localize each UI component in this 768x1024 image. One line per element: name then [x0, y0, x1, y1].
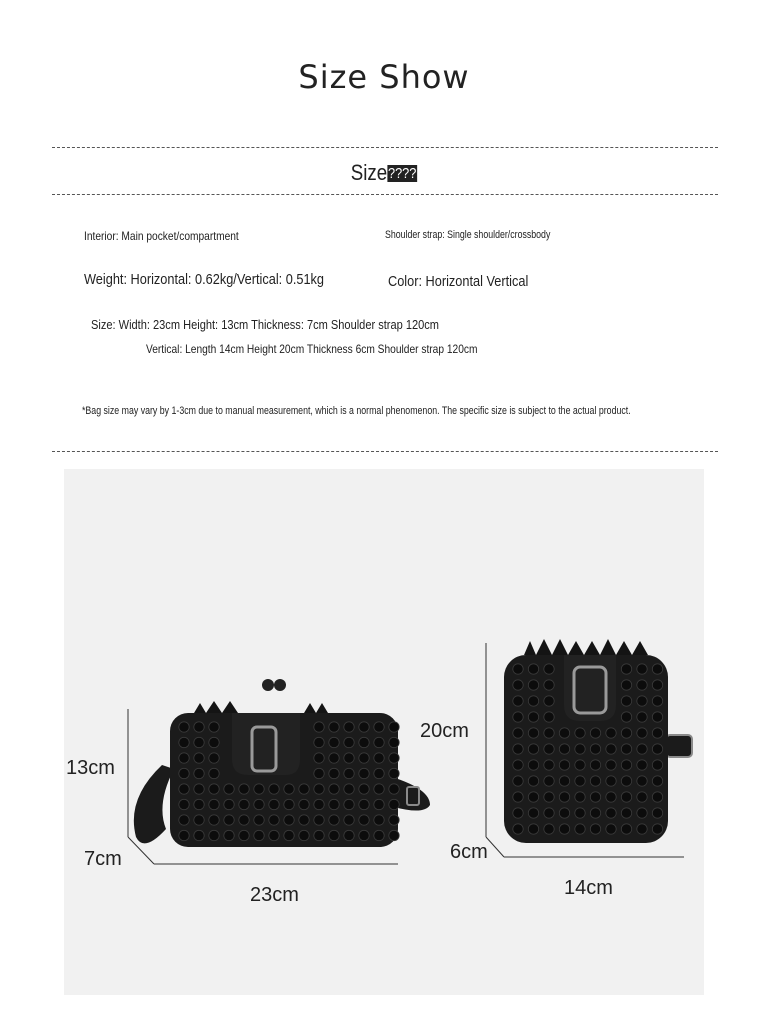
stud [314, 830, 324, 840]
stud [559, 744, 569, 754]
stud [179, 753, 189, 763]
stud [179, 799, 189, 809]
stud [652, 680, 662, 690]
horizontal-thickness-label: 7cm [84, 848, 122, 870]
stud [359, 830, 369, 840]
stud [344, 830, 354, 840]
stud [637, 792, 647, 802]
stud [194, 830, 204, 840]
measurement-note: *Bag size may vary by 1-3cm due to manual measurement, which is a normal phenomenon. The specific size is subject to the actual product. [82, 405, 631, 417]
stud [194, 722, 204, 732]
stud [389, 815, 399, 825]
vertical-height-label: 20cm [420, 720, 469, 742]
stud [621, 696, 631, 706]
divider-top [52, 147, 718, 148]
stud [621, 744, 631, 754]
stud [544, 792, 554, 802]
stud [590, 728, 600, 738]
stud [637, 728, 647, 738]
stud [254, 815, 264, 825]
stud [389, 753, 399, 763]
stud [374, 753, 384, 763]
divider-middle [52, 194, 718, 195]
stud [314, 784, 324, 794]
stud [389, 799, 399, 809]
stud [513, 792, 523, 802]
stud [209, 768, 219, 778]
stud [359, 815, 369, 825]
stud [239, 830, 249, 840]
stud [224, 799, 234, 809]
stud [179, 830, 189, 840]
stud [652, 792, 662, 802]
stud [652, 808, 662, 818]
stud [209, 722, 219, 732]
stud [389, 768, 399, 778]
stud [606, 776, 616, 786]
stud [544, 760, 554, 770]
stud [269, 799, 279, 809]
stud [637, 680, 647, 690]
stud [344, 768, 354, 778]
stud [621, 792, 631, 802]
stud [284, 830, 294, 840]
stud [621, 680, 631, 690]
stud [329, 784, 339, 794]
stud [575, 776, 585, 786]
stud [528, 728, 538, 738]
stud [621, 776, 631, 786]
size-heading-glyphs: ???? [387, 165, 417, 182]
size-heading [58, 160, 711, 186]
stud [359, 784, 369, 794]
stud [359, 737, 369, 747]
horizontal-width-label: 23cm [250, 884, 299, 906]
stud [209, 737, 219, 747]
stud [269, 784, 279, 794]
vertical-width-label: 14cm [564, 877, 613, 899]
stud [329, 799, 339, 809]
stud [652, 664, 662, 674]
stud [209, 753, 219, 763]
stud [528, 760, 538, 770]
stud [209, 799, 219, 809]
stud [621, 728, 631, 738]
stud [637, 824, 647, 834]
stud [329, 737, 339, 747]
stud [606, 728, 616, 738]
stud [374, 815, 384, 825]
stud [621, 664, 631, 674]
stud [544, 824, 554, 834]
stud [513, 744, 523, 754]
stud [513, 680, 523, 690]
stud [637, 744, 647, 754]
stud [209, 784, 219, 794]
stud [179, 722, 189, 732]
stud [194, 737, 204, 747]
stud [299, 830, 309, 840]
stud [637, 664, 647, 674]
stud [606, 808, 616, 818]
stud [559, 792, 569, 802]
stud [528, 792, 538, 802]
stud [606, 824, 616, 834]
stud [575, 792, 585, 802]
stud [314, 737, 324, 747]
vertical-thickness-label: 6cm [450, 841, 488, 863]
stud [329, 768, 339, 778]
stud [209, 815, 219, 825]
stud [637, 696, 647, 706]
stud [179, 784, 189, 794]
stud [513, 760, 523, 770]
stud [544, 680, 554, 690]
stud [344, 722, 354, 732]
stud [299, 784, 309, 794]
stud [389, 784, 399, 794]
stud [590, 792, 600, 802]
stud [575, 808, 585, 818]
stud [344, 737, 354, 747]
vertical-bag [504, 639, 692, 843]
stud [575, 728, 585, 738]
stud [513, 808, 523, 818]
stud [559, 728, 569, 738]
stud [621, 808, 631, 818]
stud [544, 808, 554, 818]
stud [389, 830, 399, 840]
stud [621, 712, 631, 722]
stud [544, 712, 554, 722]
stud [652, 744, 662, 754]
stud [544, 696, 554, 706]
stud [544, 664, 554, 674]
bag-illustration [64, 469, 704, 995]
stud [606, 760, 616, 770]
stud [544, 728, 554, 738]
stud [528, 696, 538, 706]
stud [284, 815, 294, 825]
stud [344, 815, 354, 825]
stud [513, 696, 523, 706]
stud [513, 776, 523, 786]
stud [359, 768, 369, 778]
stud [239, 815, 249, 825]
stud [606, 792, 616, 802]
stud [374, 737, 384, 747]
stud [544, 776, 554, 786]
stud [652, 712, 662, 722]
stud [621, 760, 631, 770]
stud [513, 728, 523, 738]
stud [590, 744, 600, 754]
stud [374, 830, 384, 840]
stud [314, 722, 324, 732]
stud [590, 760, 600, 770]
stud [314, 753, 324, 763]
stud [314, 768, 324, 778]
stud [528, 808, 538, 818]
interior-info: Interior: Main pocket/compartment [84, 229, 239, 243]
size-horizontal-info: Size: Width: 23cm Height: 13cm Thickness: 7cm Shoulder strap 120cm [91, 317, 440, 332]
stud [179, 768, 189, 778]
stud [359, 799, 369, 809]
stud [344, 753, 354, 763]
stud [329, 815, 339, 825]
stud [652, 776, 662, 786]
stud [329, 753, 339, 763]
stud [299, 815, 309, 825]
stud [544, 744, 554, 754]
color-info: Color: Horizontal Vertical [388, 273, 529, 290]
stud [559, 776, 569, 786]
stud [224, 815, 234, 825]
stud [284, 784, 294, 794]
stud [344, 784, 354, 794]
stud [513, 824, 523, 834]
stud [359, 722, 369, 732]
stud [224, 784, 234, 794]
stud [194, 768, 204, 778]
stud [254, 799, 264, 809]
stud [344, 799, 354, 809]
stud [209, 830, 219, 840]
stud [559, 760, 569, 770]
stud [528, 776, 538, 786]
stud [299, 799, 309, 809]
stud [389, 737, 399, 747]
stud [575, 824, 585, 834]
stud [637, 760, 647, 770]
stud [269, 815, 279, 825]
divider-bottom [52, 451, 718, 452]
stud [528, 744, 538, 754]
stud [590, 824, 600, 834]
size-heading-text: Size [350, 160, 388, 185]
stud [314, 799, 324, 809]
stud [528, 712, 538, 722]
stud [637, 808, 647, 818]
stud [637, 712, 647, 722]
stud [224, 830, 234, 840]
weight-info: Weight: Horizontal: 0.62kg/Vertical: 0.51kg [84, 271, 325, 288]
stud [637, 776, 647, 786]
stud [194, 784, 204, 794]
stud [284, 799, 294, 809]
stud [359, 753, 369, 763]
stud [590, 808, 600, 818]
stud [575, 744, 585, 754]
stud [528, 824, 538, 834]
stud [575, 760, 585, 770]
shoulder-strap-info: Shoulder strap: Single shoulder/crossbody [385, 229, 551, 241]
stud [194, 799, 204, 809]
stud [621, 824, 631, 834]
stud [559, 808, 569, 818]
page-title: Size Show [298, 58, 470, 96]
horizontal-height-label: 13cm [66, 757, 115, 779]
stud [194, 815, 204, 825]
stud [179, 737, 189, 747]
stud [329, 722, 339, 732]
stud [559, 824, 569, 834]
stud [590, 776, 600, 786]
stud [314, 815, 324, 825]
stud [254, 784, 264, 794]
size-vertical-info: Vertical: Length 14cm Height 20cm Thickness 6cm Shoulder strap 120cm [146, 342, 478, 356]
stud [374, 784, 384, 794]
stud [389, 722, 399, 732]
stud [528, 664, 538, 674]
stud [374, 799, 384, 809]
stud [528, 680, 538, 690]
stud [606, 744, 616, 754]
stud [239, 799, 249, 809]
stud [374, 722, 384, 732]
stud [652, 760, 662, 770]
stud [374, 768, 384, 778]
stud [254, 830, 264, 840]
horizontal-bag [134, 679, 430, 847]
stud [513, 664, 523, 674]
stud [239, 784, 249, 794]
stud [194, 753, 204, 763]
stud [329, 830, 339, 840]
product-photo [64, 469, 704, 995]
stud [513, 712, 523, 722]
stud [652, 728, 662, 738]
stud [179, 815, 189, 825]
stud [652, 696, 662, 706]
stud [652, 824, 662, 834]
stud [269, 830, 279, 840]
